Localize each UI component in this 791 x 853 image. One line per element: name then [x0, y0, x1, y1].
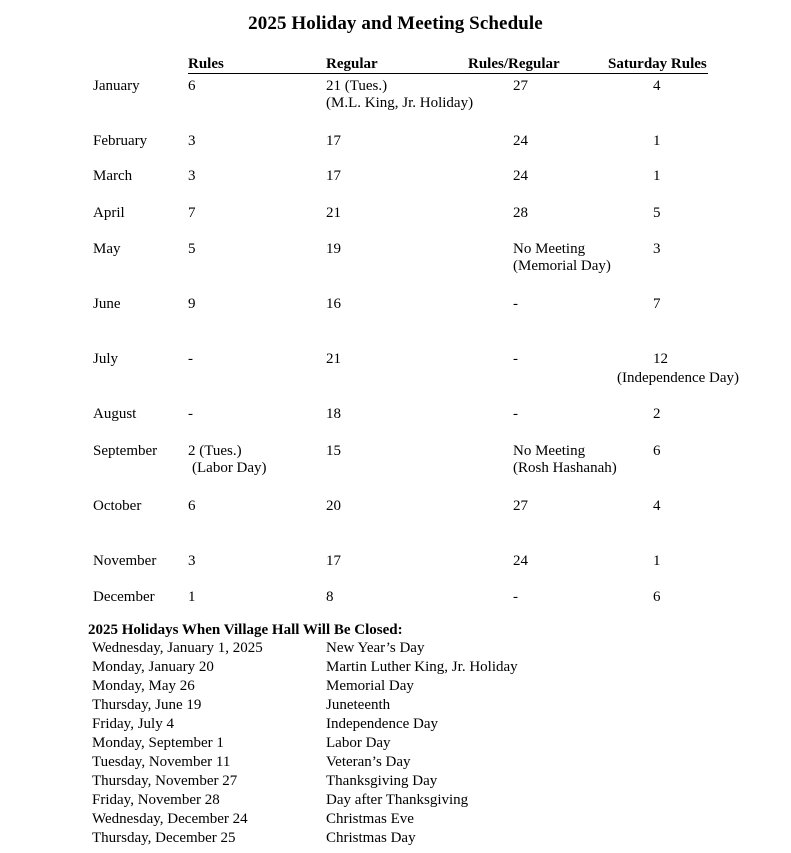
holiday-name: Day after Thanksgiving [326, 792, 469, 808]
holiday-name: Thanksgiving Day [326, 773, 438, 789]
list-item [88, 678, 788, 697]
column-header-rules-regular: Rules/Regular [468, 56, 560, 72]
row-month-label: May [93, 241, 121, 257]
cell-regular: 21 [326, 351, 341, 367]
holiday-date: Monday, January 20 [92, 659, 214, 675]
holiday-date: Thursday, June 19 [92, 697, 202, 713]
holiday-date: Wednesday, January 1, 2025 [92, 640, 263, 656]
cell-rules-regular: 24 [513, 133, 528, 149]
cell-saturday-rules: 7 [653, 296, 661, 312]
page-title: 2025 Holiday and Meeting Schedule [248, 13, 543, 34]
cell-saturday-rules-note: (Independence Day) [617, 370, 740, 386]
list-item [88, 659, 788, 678]
holiday-name: Juneteenth [326, 697, 391, 713]
table-header-row [93, 56, 783, 75]
cell-rules-regular: 24 [513, 168, 528, 184]
cell-saturday-rules: 1 [653, 553, 661, 569]
cell-rules: 1 [188, 589, 196, 605]
row-month-label: March [93, 168, 133, 184]
cell-regular: 19 [326, 241, 341, 257]
list-item [88, 811, 788, 830]
row-month-label: November [93, 553, 157, 569]
cell-rules: - [188, 351, 193, 367]
holiday-name: Independence Day [326, 716, 439, 732]
cell-rules-regular: - [513, 351, 518, 367]
cell-rules-regular: 24 [513, 553, 528, 569]
cell-rules-regular: No Meeting (Memorial Day) [513, 241, 611, 274]
cell-rules-regular: 28 [513, 205, 528, 221]
cell-regular: 15 [326, 443, 341, 459]
holiday-date: Friday, November 28 [92, 792, 220, 808]
list-item [88, 830, 788, 849]
cell-rules: 3 [188, 553, 196, 569]
holiday-date: Monday, May 26 [92, 678, 195, 694]
cell-rules: 6 [188, 78, 196, 94]
cell-regular: 20 [326, 498, 341, 514]
list-item [88, 697, 788, 716]
cell-regular-note: (M.L. King, Jr. Holiday) [326, 95, 474, 111]
row-month-label: September [93, 443, 158, 459]
row-month-label: December [93, 589, 155, 605]
cell-saturday-rules: 3 [653, 241, 661, 257]
cell-rules: 2 (Tues.) (Labor Day) [188, 443, 267, 476]
column-header-regular: Regular [326, 56, 378, 72]
cell-saturday-rules: 2 [653, 406, 661, 422]
holiday-date: Tuesday, November 11 [92, 754, 231, 770]
meeting-schedule-table [93, 56, 783, 605]
cell-regular: 8 [326, 589, 334, 605]
cell-rules: 3 [188, 168, 196, 184]
cell-saturday-rules: 1 [653, 133, 661, 149]
list-item [88, 754, 788, 773]
row-month-label: January [93, 78, 140, 94]
holiday-date: Friday, July 4 [92, 716, 174, 732]
cell-saturday-rules: 4 [653, 78, 661, 94]
holiday-closure-section [88, 622, 788, 849]
cell-rules-regular: 27 [513, 498, 528, 514]
cell-rules: 9 [188, 296, 196, 312]
holiday-name: Memorial Day [326, 678, 414, 694]
list-item [88, 792, 788, 811]
cell-saturday-rules: 1 [653, 168, 661, 184]
row-month-label: February [93, 133, 148, 149]
cell-saturday-rules: 4 [653, 498, 661, 514]
cell-regular: 17 [326, 168, 341, 184]
holiday-name: Christmas Eve [326, 811, 414, 827]
cell-regular: 17 [326, 133, 341, 149]
cell-rules: 6 [188, 498, 196, 514]
holiday-list [88, 640, 788, 849]
holiday-date: Wednesday, December 24 [92, 811, 248, 827]
holiday-section-title: 2025 Holidays When Village Hall Will Be Closed: [88, 622, 403, 638]
cell-rules-regular: - [513, 296, 518, 312]
cell-rules-regular-note: (Memorial Day) [513, 258, 611, 274]
list-item [88, 640, 788, 659]
cell-regular: 21 (Tues.) (M.L. King, Jr. Holiday) [326, 78, 474, 111]
cell-rules: - [188, 406, 193, 422]
cell-rules-regular: - [513, 406, 518, 422]
cell-rules-regular-note: (Rosh Hashanah) [513, 460, 617, 476]
column-header-rules: Rules [188, 56, 224, 72]
cell-rules-regular: 27 [513, 78, 528, 94]
cell-regular: 17 [326, 553, 341, 569]
cell-saturday-rules: 5 [653, 205, 661, 221]
holiday-date: Thursday, November 27 [92, 773, 238, 789]
holiday-name: Labor Day [326, 735, 391, 751]
cell-regular: 16 [326, 296, 341, 312]
cell-saturday-rules: 6 [653, 443, 661, 459]
row-month-label: August [93, 406, 137, 422]
cell-rules: 3 [188, 133, 196, 149]
holiday-name: Veteran’s Day [326, 754, 411, 770]
column-header-saturday-rules: Saturday Rules [608, 56, 707, 72]
cell-saturday-rules: 6 [653, 589, 661, 605]
header-underline [188, 73, 708, 74]
cell-rules: 5 [188, 241, 196, 257]
row-month-label: July [93, 351, 119, 367]
cell-regular: 21 [326, 205, 341, 221]
list-item [88, 735, 788, 754]
cell-regular: 18 [326, 406, 341, 422]
list-item [88, 773, 788, 792]
row-month-label: October [93, 498, 142, 514]
holiday-name: Martin Luther King, Jr. Holiday [326, 659, 518, 675]
holiday-date: Monday, September 1 [92, 735, 224, 751]
cell-rules-note: (Labor Day) [192, 460, 267, 476]
row-month-label: June [93, 296, 121, 312]
holiday-name: Christmas Day [326, 830, 416, 846]
row-month-label: April [93, 205, 125, 221]
cell-rules-regular: - [513, 589, 518, 605]
holiday-date: Thursday, December 25 [92, 830, 236, 846]
holiday-name: New Year’s Day [326, 640, 425, 656]
cell-rules: 7 [188, 205, 196, 221]
list-item [88, 716, 788, 735]
cell-saturday-rules: 12 [653, 351, 668, 367]
cell-rules-regular: No Meeting (Rosh Hashanah) [513, 443, 617, 476]
